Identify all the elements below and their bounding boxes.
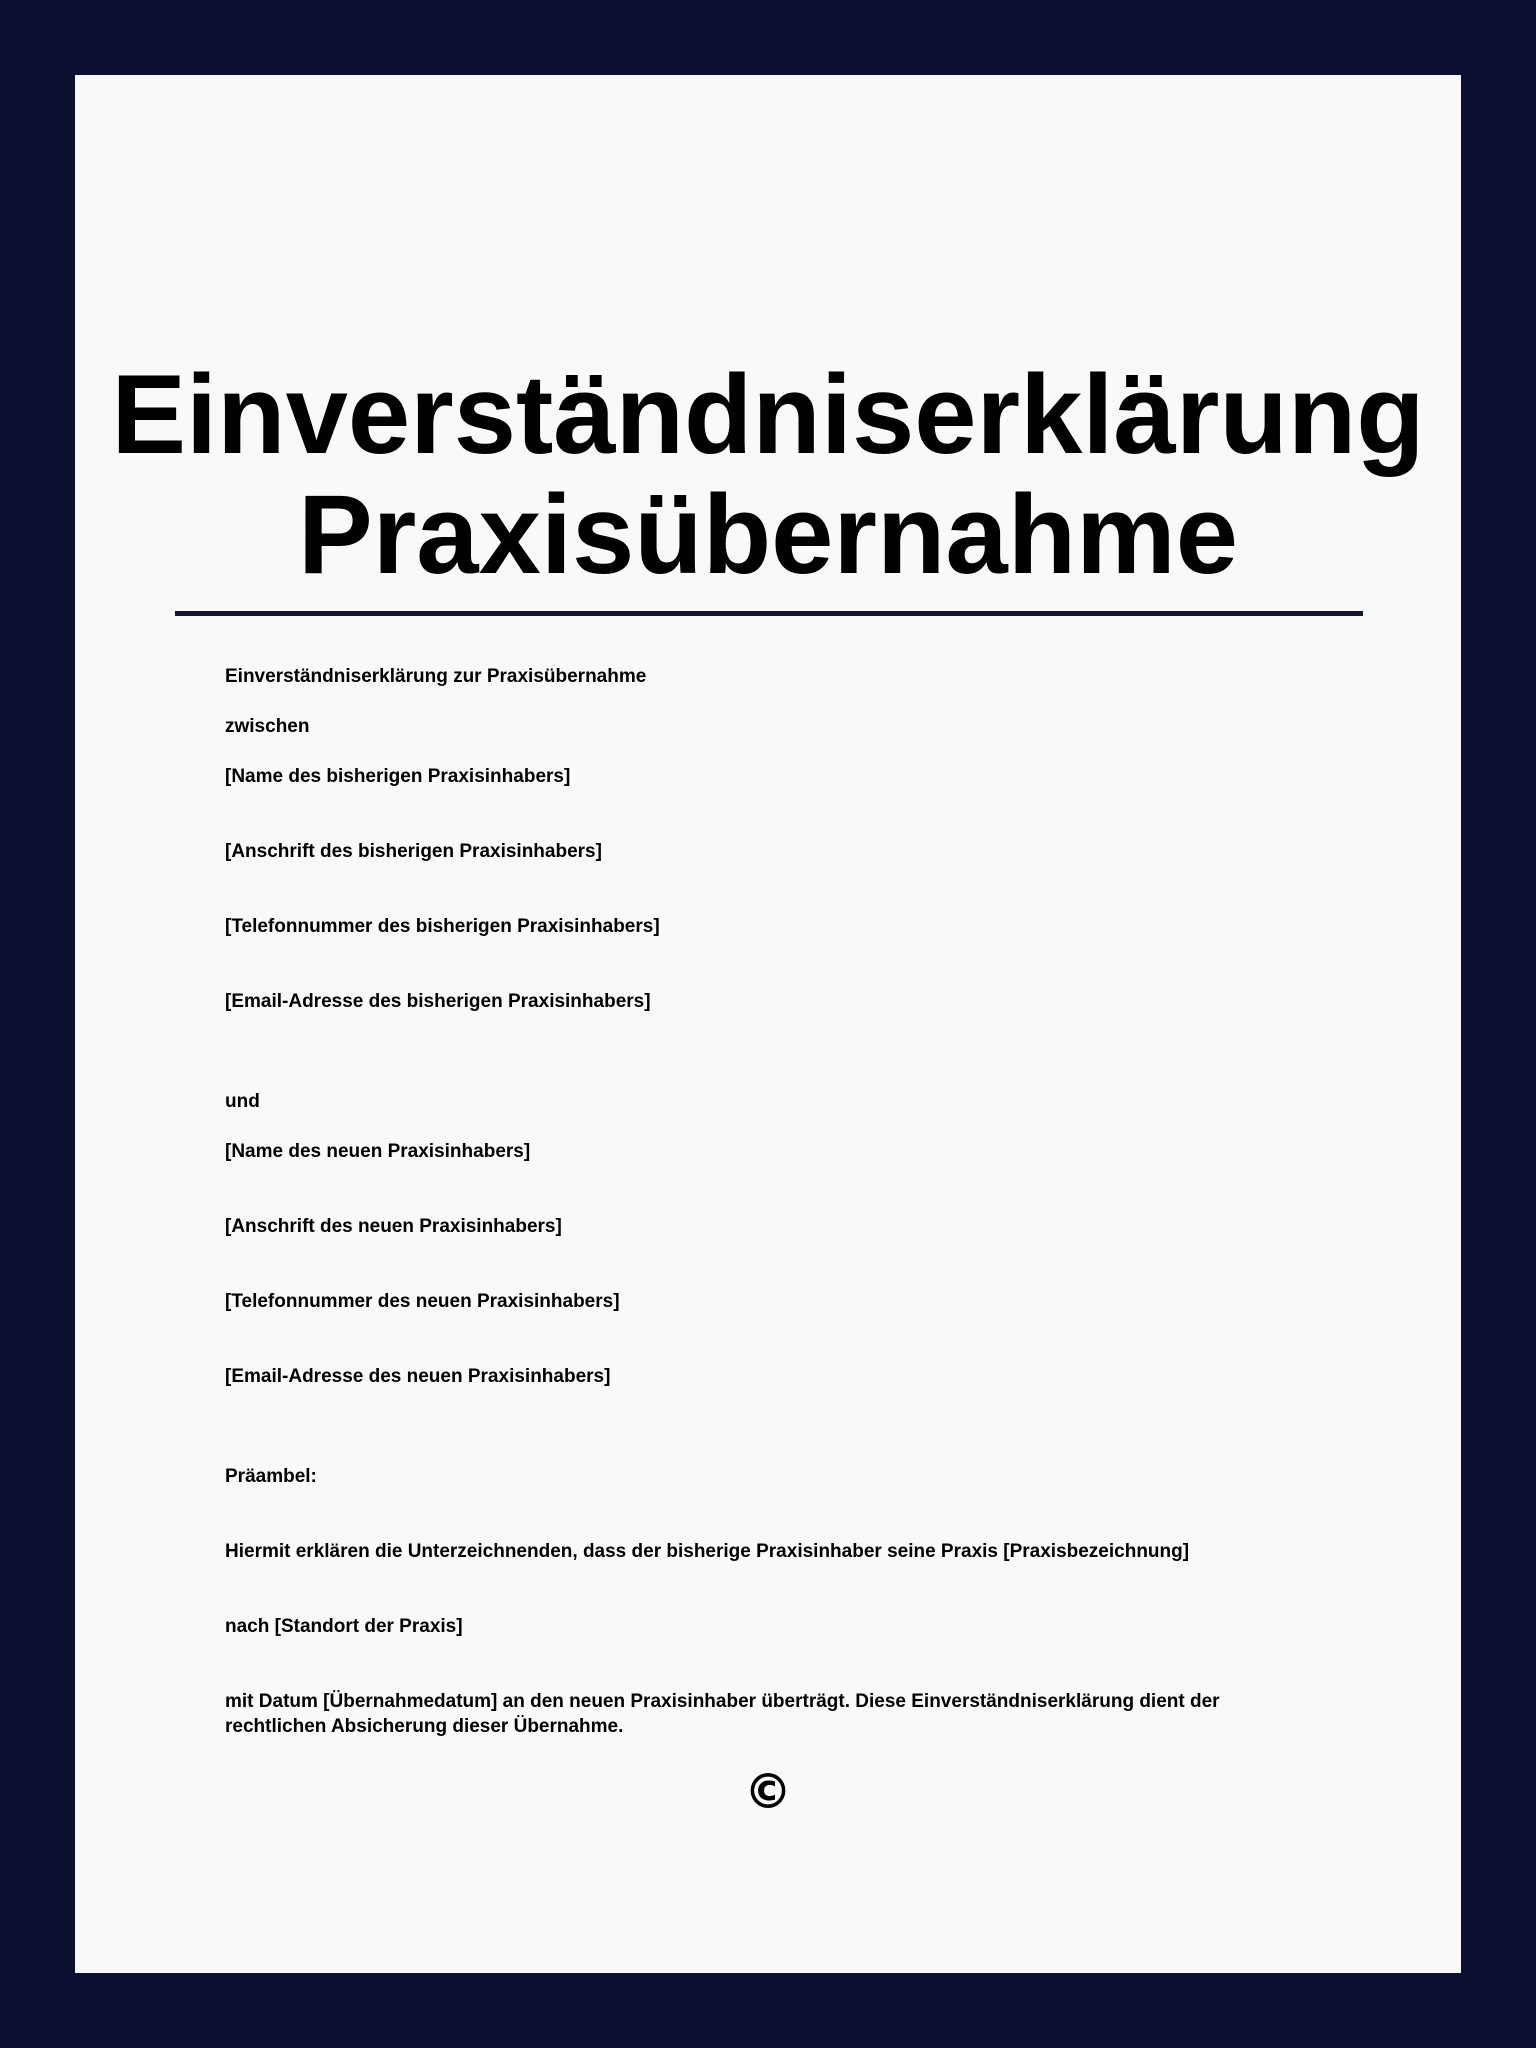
previous-owner-phone: [Telefonnummer des bisherigen Praxisinhabers] <box>225 916 660 937</box>
document-page <box>75 75 1461 1973</box>
previous-owner-address: [Anschrift des bisherigen Praxisinhabers] <box>225 841 602 862</box>
title-divider <box>175 611 1363 616</box>
document-heading: Einverständniserklärung zur Praxisübernahme <box>225 666 647 687</box>
previous-owner-name: [Name des bisherigen Praxisinhabers] <box>225 766 571 787</box>
between-label: zwischen <box>225 716 310 737</box>
new-owner-address: [Anschrift des neuen Praxisinhabers] <box>225 1216 562 1237</box>
and-label: und <box>225 1091 260 1112</box>
document-title-line-1: Einverständniserklärung <box>111 352 1425 477</box>
previous-owner-email: [Email-Adresse des bisherigen Praxisinhabers] <box>225 991 651 1012</box>
new-owner-name: [Name des neuen Praxisinhabers] <box>225 1141 531 1162</box>
document-title-line-2: Praxisübernahme <box>298 472 1238 597</box>
preamble-line-1: Hiermit erklären die Unterzeichnenden, dass der bisherige Praxisinhaber seine Praxis [Praxisbezeichnung] <box>225 1541 1190 1562</box>
preamble-label: Präambel: <box>225 1466 317 1487</box>
new-owner-email: [Email-Adresse des neuen Praxisinhabers] <box>225 1366 611 1387</box>
copyright-icon: © <box>744 1764 792 1820</box>
preamble-line-3: mit Datum [Übernahmedatum] an den neuen Praxisinhaber überträgt. Diese Einverständniserklärung dient der rechtlichen Absicherung dieser Übernahme. <box>225 1691 1220 1737</box>
preamble-line-2: nach [Standort der Praxis] <box>225 1616 463 1637</box>
new-owner-phone: [Telefonnummer des neuen Praxisinhabers] <box>225 1291 620 1312</box>
